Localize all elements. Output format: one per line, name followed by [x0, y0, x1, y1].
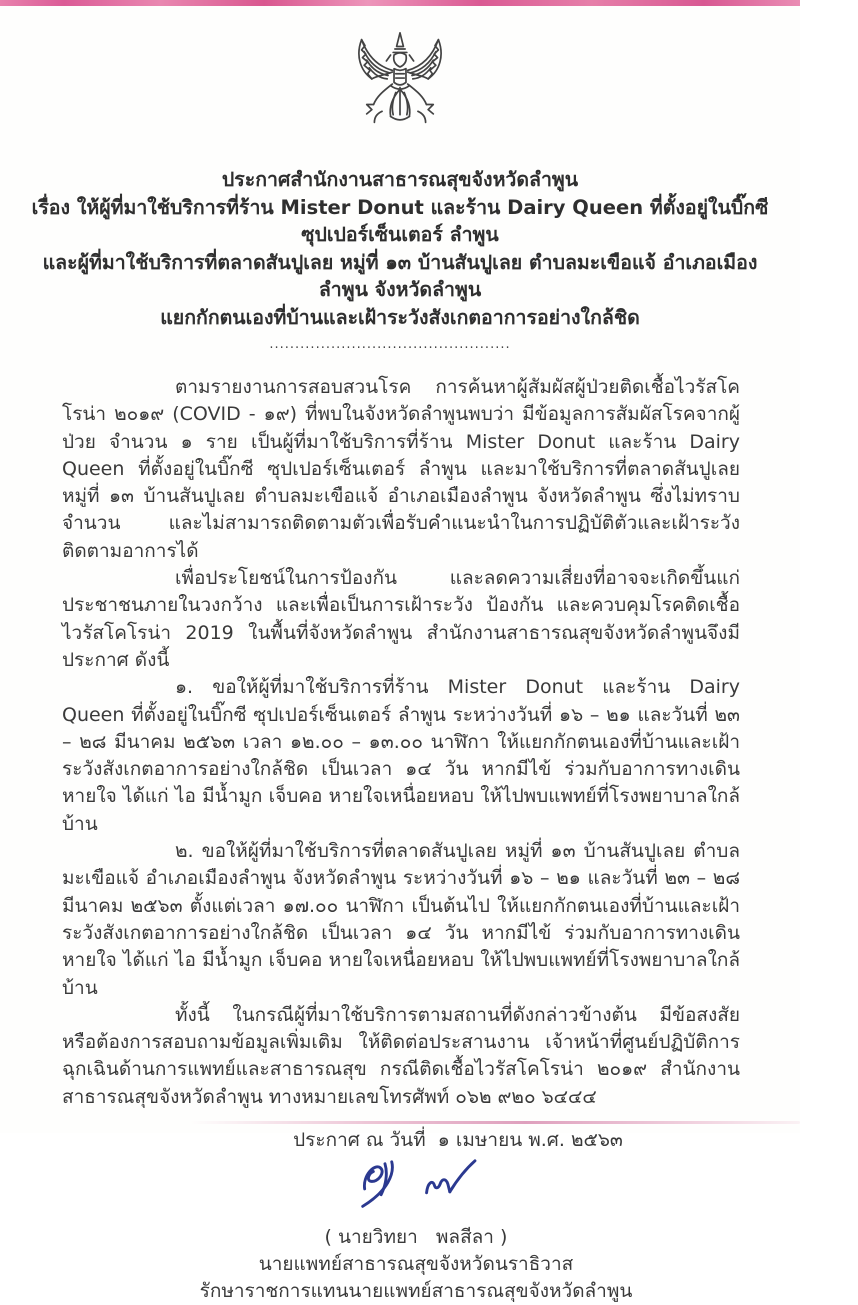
list-item-2: ๒. ขอให้ผู้ที่มาใช้บริการที่ตลาดสันปูเลย หมู่ที่ ๑๓ บ้านสันปูเลย ตำบลมะเขือแจ้ อำเภอเมืองลำพูน จังหวัดลำพูน ระหว่างวันที่ ๑๖ – ๒๑ และวันที่ ๒๓ – ๒๘ มีนาคม ๒๕๖๓ ตั้งแต่เวลา ๑๗.๐๐ นาฬิกา เป็นต้นไป ให้แยกกักตนเองที่บ้านและเฝ้าระวังสังเกตอาการอย่างใกล้ชิด เป็นเวลา ๑๔ วัน หากมีไข้ ร่วมกับอาการทางเดินหายใจ ได้แก่ ไอ มีน้ำมูก เจ็บคอ หายใจเหนื่อยหอบ ให้ไปพบแพทย์ที่โรงพยาบาลใกล้บ้าน	[62, 840, 740, 999]
emblem-area	[0, 0, 800, 158]
paragraph-intro: ตามรายงานการสอบสวนโรค การค้นหาผู้สัมผัสผู้ป่วยติดเชื้อไวรัสโคโรน่า ๒๐๑๙ (COVID - ๑๙) ที่พบในจังหวัดลำพูนพบว่า มีข้อมูลการสัมผัสโรคจากผู้ป่วย จำนวน ๑ ราย เป็นผู้ที่มาใช้บริการที่ร้าน Mister Donut และร้าน Dairy Queen ที่ตั้งอยู่ในบิ๊กซี ซุปเปอร์เซ็นเตอร์ ลำพูน และมาใช้บริการที่ตลาดสันปูเลย หมู่ที่ ๑๓ บ้านสันปูเลย ตำบลมะเขือแจ้ อำเภอเมืองลำพูน จังหวัดลำพูน ซึ่งไม่ทราบจำนวน และไม่สามารถติดตามตัวเพื่อรับคำแนะนำในการปฏิบัติตัวและเฝ้าระวังติดตามอาการได้	[62, 376, 740, 562]
announcement-body	[0, 374, 800, 1111]
announcement-header	[0, 166, 800, 331]
scan-edge-pink-border-top	[0, 0, 800, 6]
list-item-1: ๑. ขอให้ผู้ที่มาใช้บริการที่ร้าน Mister Donut และร้าน Dairy Queen ที่ตั้งอยู่ในบิ๊กซี ซุปเปอร์เซ็นเตอร์ ลำพูน ระหว่างวันที่ ๑๖ – ๒๑ และวันที่ ๒๓ – ๒๘ มีนาคม ๒๕๖๓ เวลา ๑๒.๐๐ – ๑๓.๐๐ นาฬิกา ให้แยกกักตนเองที่บ้านและเฝ้าระวังสังเกตอาการอย่างใกล้ชิด เป็นเวลา ๑๔ วัน หากมีไข้ ร่วมกับอาการทางเดินหายใจ ได้แก่ ไอ มีน้ำมูก เจ็บคอ หายใจเหนื่อยหอบ ให้ไปพบแพทย์ที่โรงพยาบาลใกล้บ้าน	[62, 676, 740, 835]
announcement-date: ประกาศ ณ วันที่ ๑ เมษายน พ.ศ. ๒๕๖๓	[293, 1129, 623, 1152]
paragraph-contact: ทั้งนี้ ในกรณีผู้ที่มาใช้บริการตามสถานที่ดังกล่าวข้างต้น มีข้อสงสัยหรือต้องการสอบถามข้อมูลเพิ่มเติม ให้ติดต่อประสานงาน เจ้าหน้าที่ศูนย์ปฏิบัติการฉุกเฉินด้านการแพทย์และสาธารณสุข กรณีติดเชื้อไวรัสโคโรน่า ๒๐๑๙ สำนักงานสาธารณสุขจังหวัดลำพูน ทางหมายเลขโทรศัพท์ ๐๖๒ ๙๒๐ ๖๔๔๔	[62, 1003, 740, 1108]
signature-section	[0, 1127, 800, 1305]
dotted-divider: ...............................................	[269, 337, 511, 352]
page-title: ประกาศสำนักงานสาธารณสุขจังหวัดลำพูน	[221, 168, 579, 191]
scan-edge-pink-border-bottom	[190, 1121, 800, 1124]
signatory-title-1: นายแพทย์สาธารณสุขจังหวัดนราธิวาส	[258, 1253, 574, 1276]
subject-line-1: เรื่อง ให้ผู้ที่มาใช้บริการที่ร้าน Mister Donut และร้าน Dairy Queen ที่ตั้งอยู่ในบิ๊กซี ซุปเปอร์เซ็นเตอร์ ลำพูน	[31, 195, 769, 246]
signatory-name: ( นายวิทยา พลสีลา )	[324, 1226, 508, 1249]
subject-line-3: แยกกักตนเองที่บ้านและเฝ้าระวังสังเกตอาการอย่างใกล้ชิด	[160, 305, 640, 329]
subject-line-2: และผู้ที่มาใช้บริการที่ตลาดสันปูเลย หมู่ที่ ๑๓ บ้านสันปูเลย ตำบลมะเขือแจ้ อำเภอเมืองลำพูน จังหวัดลำพูน	[42, 250, 758, 301]
paragraph-purpose: เพื่อประโยชน์ในการป้องกัน และลดความเสี่ยงที่อาจจะเกิดขึ้นแก่ประชาชนภายในวงกว้าง และเพื่อเป็นการเฝ้าระวัง ป้องกัน และควบคุมโรคติดเชื้อไวรัสโคโรน่า 2019 ในพื้นที่จังหวัดลำพูน สำนักงานสาธารณสุขจังหวัดลำพูนจึงมีประกาศ ดังนี้	[62, 567, 740, 671]
signature-handwriting-icon	[341, 1156, 487, 1216]
garuda-emblem-icon	[336, 26, 464, 154]
signatory-title-2: รักษาราชการแทนนายแพทย์สาธารณสุขจังหวัดลำพูน	[199, 1280, 633, 1303]
signature-area	[14, 1156, 814, 1224]
